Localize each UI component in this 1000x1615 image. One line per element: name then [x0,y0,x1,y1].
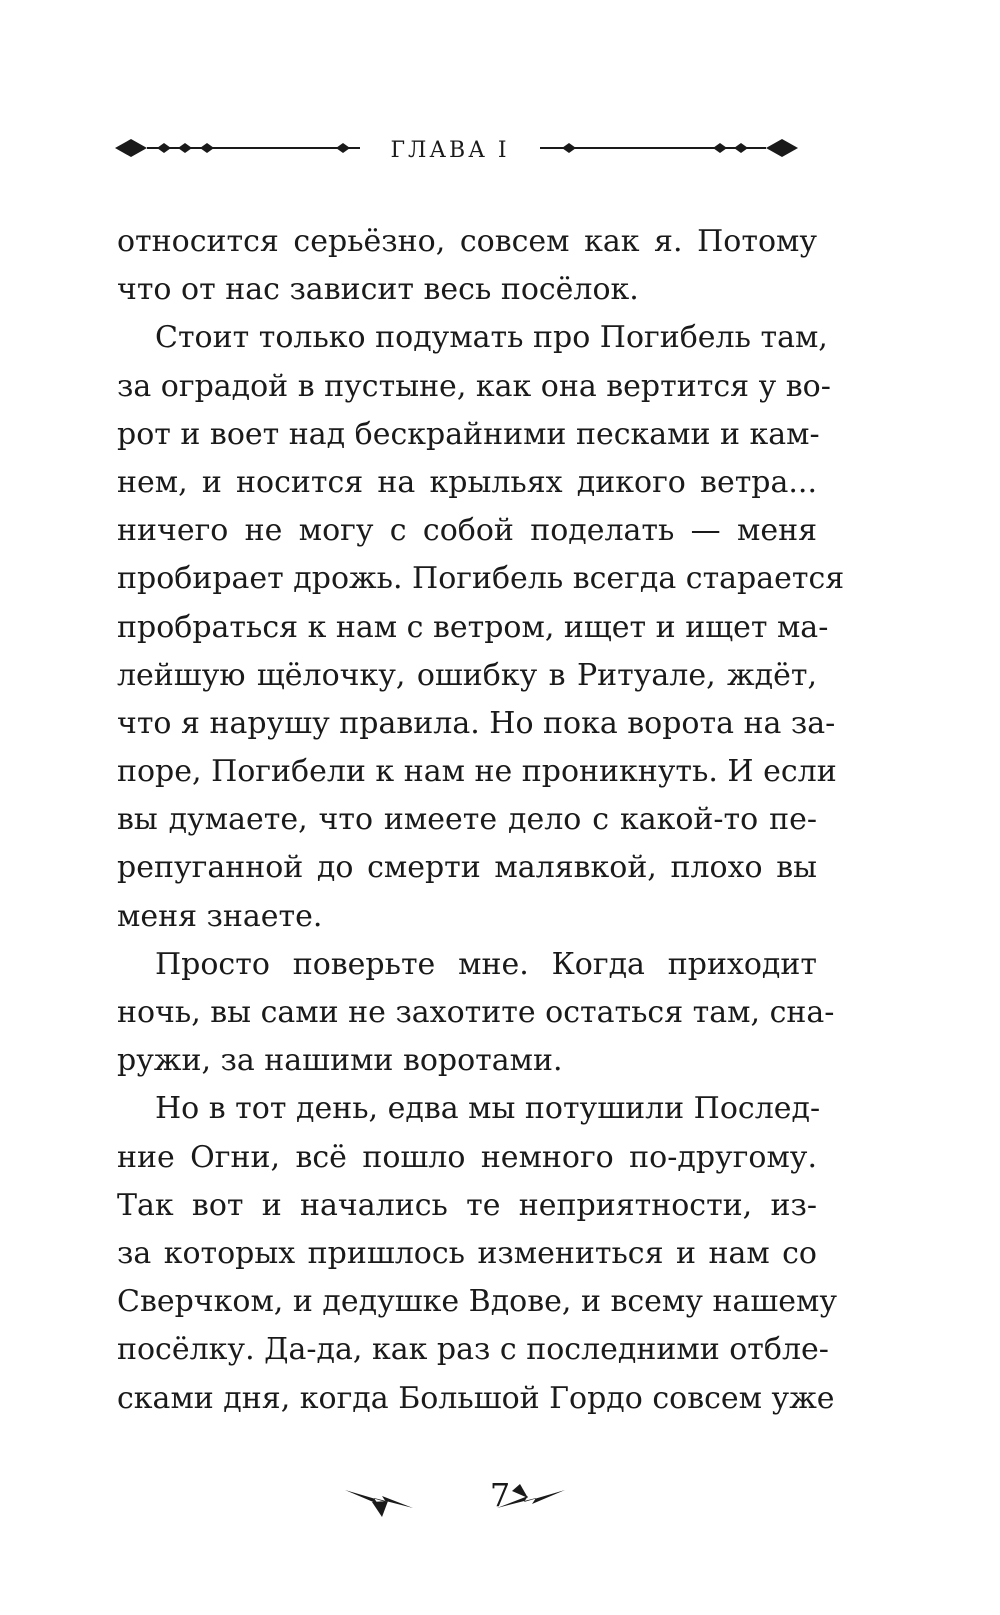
text-line: нем, и носится на крыльях дикого ветра... [117,464,817,500]
page-body-text [117,218,845,1423]
text-line: Сверчком, и дедушке Вдове, и всему нашему [117,1284,837,1320]
text-line: рот и воет над бескрайними песками и кам- [117,416,820,452]
text-line: Так вот и начались те неприятности, из- [117,1187,817,1223]
chapter-title: ГЛАВА I [390,138,510,163]
text-line: вы думаете, что имеете дело с какой-то пе- [117,802,817,838]
text-line: ние Огни, всё пошло немного по-другому. [117,1139,817,1175]
text-line: меня знаете. [117,898,323,934]
text-line: ружи, за нашими воротами. [117,1043,563,1079]
text-line: пробирает дрожь. Погибель всегда старается [117,561,845,597]
paragraph [117,941,835,1086]
chapter-header [0,128,1000,178]
text-line: относится серьёзно, совсем как я. Потому [117,224,817,259]
text-line: что от нас зависит весь посёлок. [117,272,639,308]
text-line: Просто поверьте мне. Когда приходит [155,946,817,982]
text-line: сками дня, когда Большой Гордо совсем уже [117,1380,835,1416]
paragraph [117,1085,837,1422]
text-line: за оградой в пустыне, как она вертится у во- [117,368,831,404]
page-footer [0,1468,1000,1528]
text-line: ночь, вы сами не захотите остаться там, сна- [117,995,835,1030]
paragraph [117,218,817,314]
text-line: пробраться к нам с ветром, ищет и ищет ма- [117,609,829,645]
text-line: за которых пришлось измениться и нам со [117,1235,817,1271]
text-line: что я нарушу правила. Но пока ворота на за- [117,705,836,741]
paragraph [117,314,845,940]
text-line: Стоит только подумать про Погибель там, [155,320,828,356]
text-line: ничего не могу с собой поделать — меня [117,513,817,549]
text-line: лейшую щёлочку, ошибку в Ритуале, ждёт, [117,657,817,693]
text-line: Но в тот день, едва мы потушили Послед- [155,1091,821,1127]
page-number: 7 [489,1476,511,1514]
text-line: репуганной до смерти малявкой, плохо вы [117,850,817,886]
text-line: поре, Погибели к нам не проникнуть. И если [117,754,837,790]
text-line: посёлку. Да-да, как раз с последними отбле- [117,1332,829,1368]
